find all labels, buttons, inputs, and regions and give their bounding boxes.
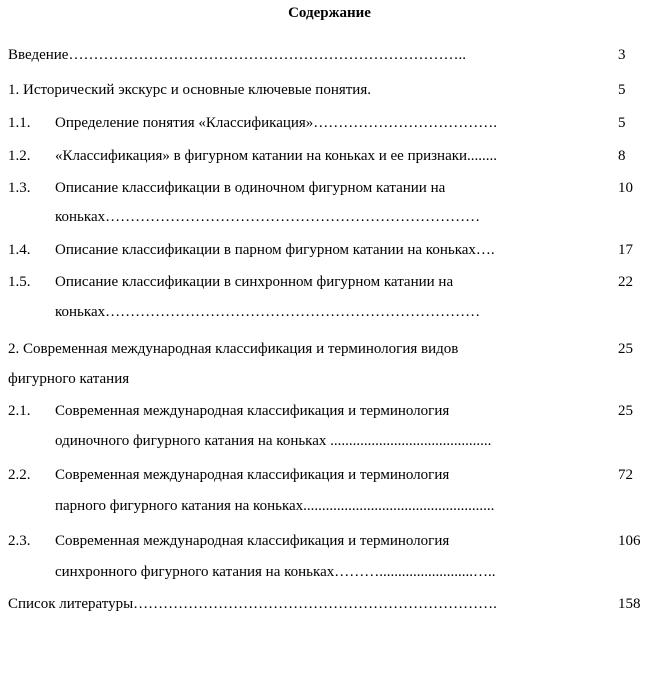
toc-entry-intro-page: 3 (618, 47, 626, 63)
toc-entry-1-3-number: 1.3. (8, 180, 31, 196)
toc-entry-2-1-number: 2.1. (8, 403, 31, 419)
toc-entry-1-2-text: «Классификация» в фигурном катании на коньках и ее признаки........ (55, 148, 498, 164)
toc-entry-2-2-text-line-1: Современная международная классификация и терминология (55, 467, 450, 483)
toc-title: Содержание (288, 5, 371, 21)
toc-entry-1-4-text: Описание классификации в парном фигурном катании на коньках…. (55, 242, 495, 258)
toc-entry-chapter-1-page: 5 (618, 82, 626, 98)
toc-entry-2-2-page: 72 (618, 467, 633, 483)
toc-entry-1-4-page: 17 (618, 242, 633, 258)
toc-entry-2-3-text-line-2: синхронного фигурного катания на коньках……….........................….. (55, 564, 496, 580)
toc-entry-2-3-number: 2.3. (8, 533, 31, 549)
toc-entry-1-2-page: 8 (618, 148, 626, 164)
toc-entry-1-3-text-line-1: Описание классификации в одиночном фигурном катании на (55, 180, 446, 196)
toc-entry-2-2-number: 2.2. (8, 467, 31, 483)
toc-entry-1-1-page: 5 (618, 115, 626, 131)
toc-entry-1-5-text-line-1: Описание классификации в синхронном фигурном катании на (55, 274, 454, 290)
toc-entry-2-1-text-line-2: одиночного фигурного катания на коньках ........................................... (55, 433, 492, 449)
toc-entry-1-3-page: 10 (618, 180, 633, 196)
toc-entry-1-5-text-line-2: коньках………………………………………………………………… (55, 304, 481, 320)
toc-entry-intro-text: Введение…………………………………………………………………….. (8, 47, 466, 63)
toc-entry-chapter-2-text-line-2: фигурного катания (8, 371, 130, 387)
toc-entry-2-3-text-line-1: Современная международная классификация и терминология (55, 533, 450, 549)
toc-entry-1-5-number: 1.5. (8, 274, 31, 290)
toc-entry-references-page: 158 (618, 596, 641, 612)
toc-entry-1-5-page: 22 (618, 274, 633, 290)
toc-entry-2-1-text-line-1: Современная международная классификация и терминология (55, 403, 450, 419)
toc-entry-2-3-page: 106 (618, 533, 641, 549)
toc-entry-1-1-text: Определение понятия «Классификация»………………………………. (55, 115, 498, 131)
toc-entry-references-text: Список литературы………………………………………………………………. (8, 596, 497, 612)
toc-entry-2-2-text-line-2: парного фигурного катания на коньках................................................... (55, 498, 495, 514)
toc-entry-chapter-2-text-line-1: 2. Современная международная классификация и терминология видов (8, 341, 459, 357)
toc-entry-chapter-1-text: 1. Исторический экскурс и основные ключевые понятия. (8, 82, 371, 98)
toc-entry-1-2-number: 1.2. (8, 148, 31, 164)
toc-entry-1-3-text-line-2: коньках………………………………………………………………… (55, 209, 481, 225)
toc-entry-chapter-2-page: 25 (618, 341, 633, 357)
toc-entry-1-1-number: 1.1. (8, 115, 31, 131)
toc-entry-2-1-page: 25 (618, 403, 633, 419)
toc-entry-1-4-number: 1.4. (8, 242, 31, 258)
